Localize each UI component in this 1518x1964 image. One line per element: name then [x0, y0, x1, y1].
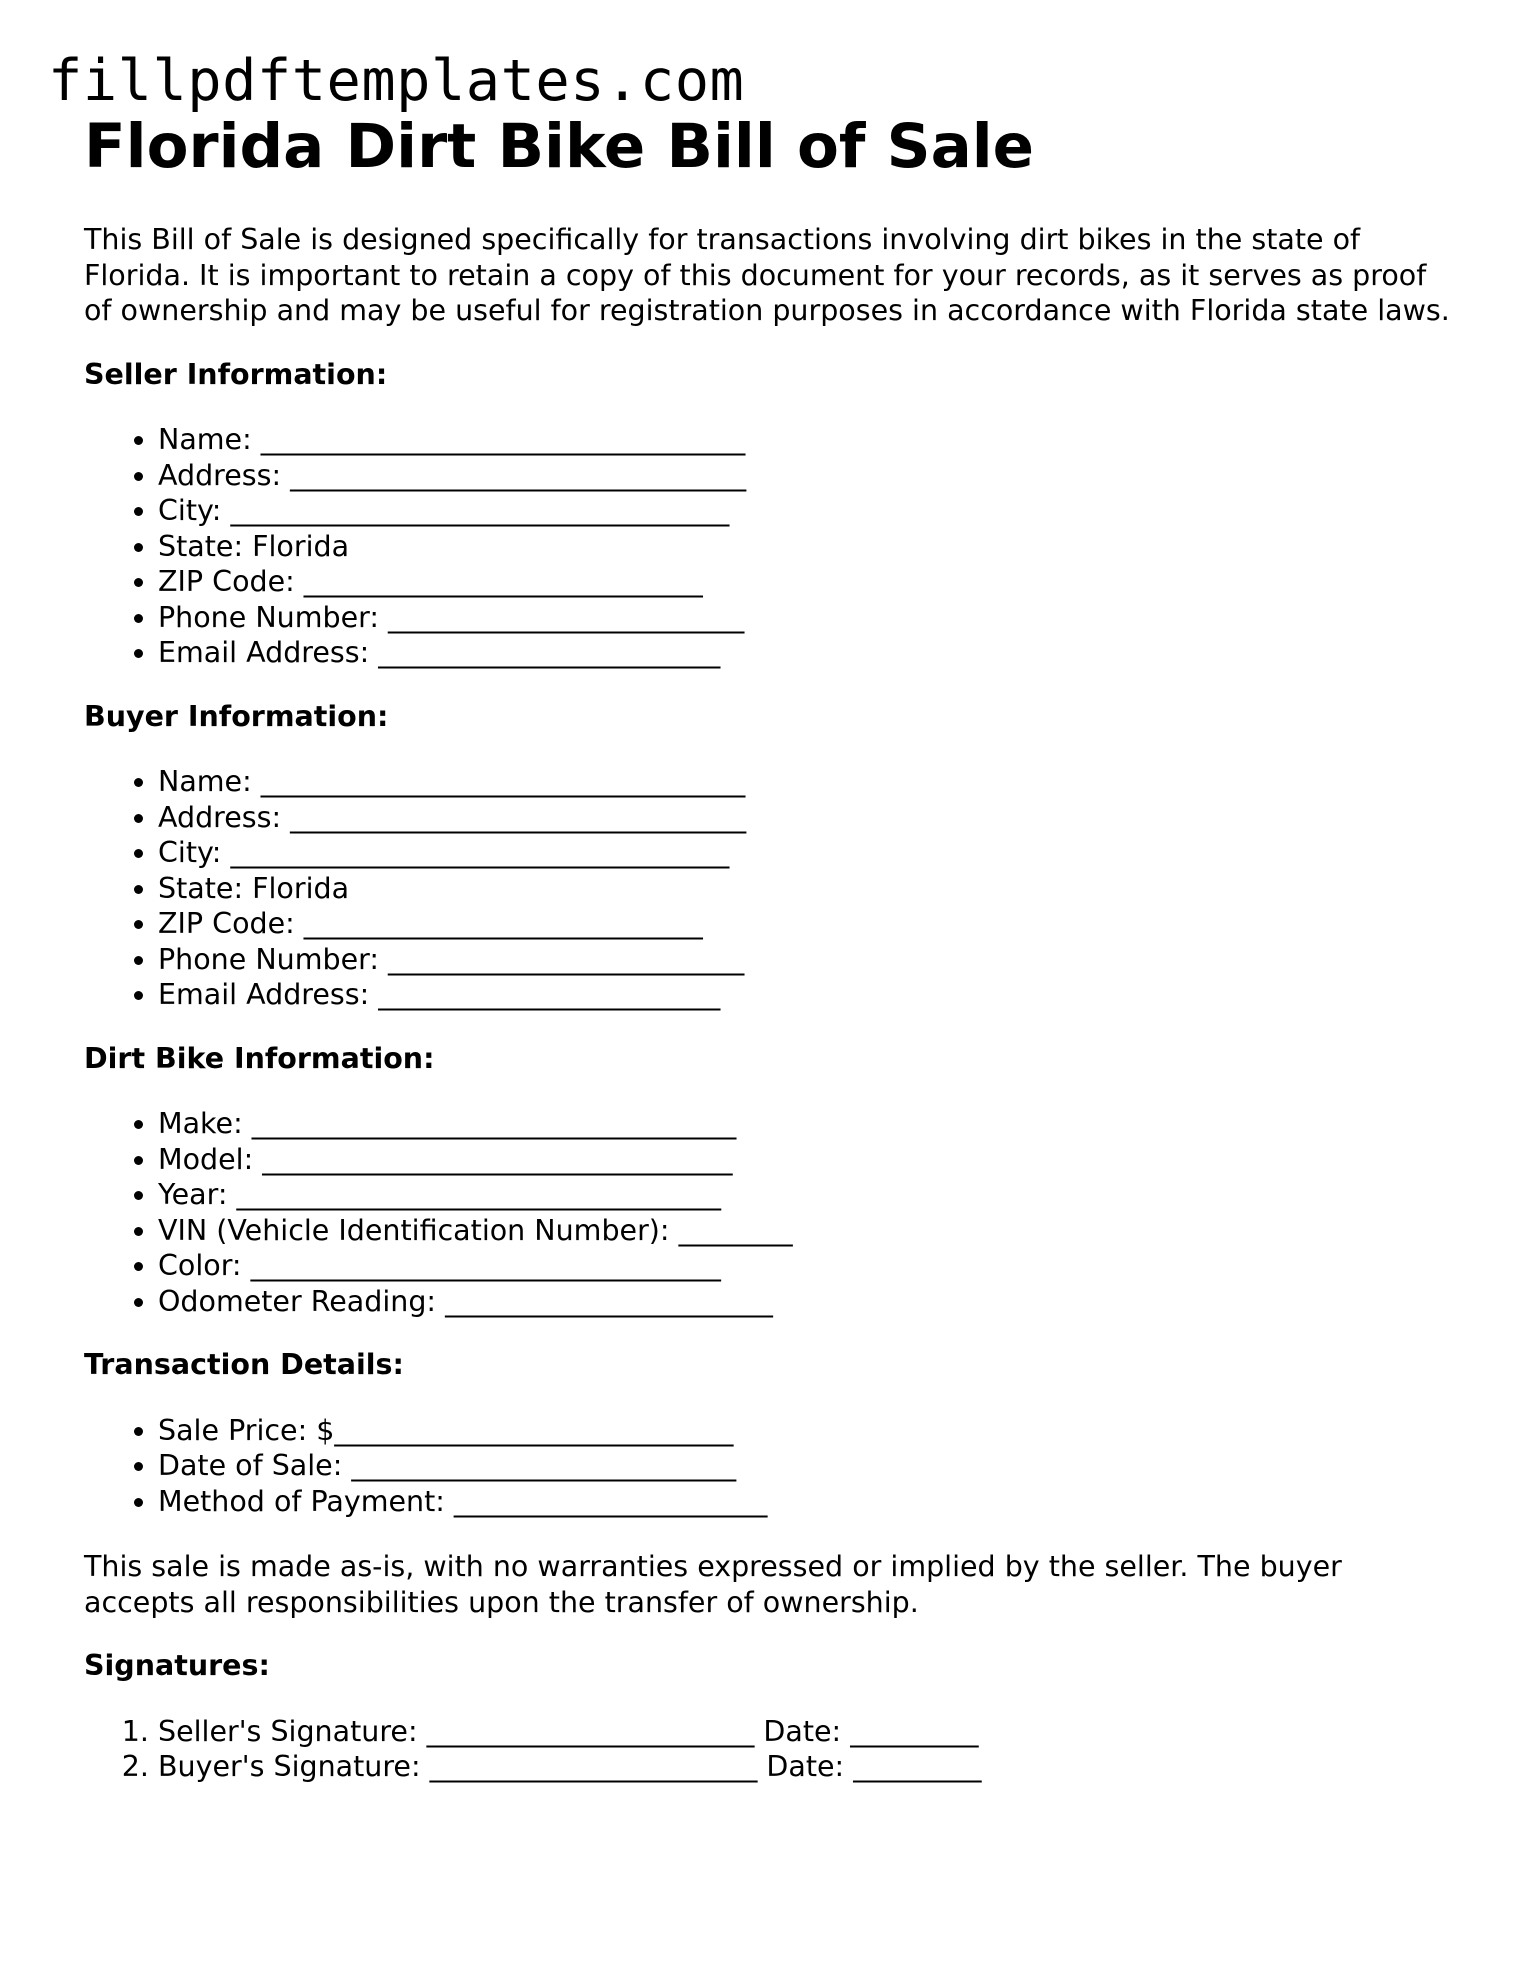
- bike-info-list: [84, 1106, 1454, 1319]
- sale-price-field: • Sale Price: $____________________________: [158, 1413, 1454, 1449]
- seller-phone-field: • Phone Number: _________________________: [158, 600, 1454, 636]
- page-title: Florida Dirt Bike Bill of Sale: [84, 111, 1035, 182]
- seller-email-field: • Email Address: ________________________: [158, 635, 1454, 671]
- transaction-info-list: [84, 1413, 1454, 1520]
- buyer-name-field: • Name: __________________________________: [158, 764, 1454, 800]
- watermark: fillpdftemplates.com: [48, 48, 745, 114]
- buyer-section-heading: Buyer Information:: [84, 699, 389, 733]
- transaction-section-heading: Transaction Details:: [84, 1348, 404, 1381]
- payment-method-field: • Method of Payment: ______________________: [158, 1484, 1454, 1520]
- seller-signature-line: 1. Seller's Signature: _______________________ Date: _________: [158, 1714, 1454, 1750]
- bike-color-field: • Color: _________________________________: [158, 1248, 1454, 1284]
- seller-state-field: • State: Florida: [158, 529, 1454, 565]
- seller-info-list: [84, 422, 1454, 671]
- seller-name-field: • Name: __________________________________: [158, 422, 1454, 458]
- seller-zip-field: • ZIP Code: ____________________________: [158, 564, 1454, 600]
- bike-model-field: • Model: _________________________________: [158, 1142, 1454, 1178]
- seller-section-heading: Seller Information:: [84, 357, 388, 391]
- document: [84, 110, 1454, 1785]
- signatures-list: [84, 1714, 1454, 1785]
- buyer-signature-line: 2. Buyer's Signature: _______________________ Date: _________: [158, 1749, 1454, 1785]
- buyer-email-field: • Email Address: ________________________: [158, 977, 1454, 1013]
- signatures-section-heading: Signatures:: [84, 1649, 270, 1682]
- buyer-zip-field: • ZIP Code: ____________________________: [158, 906, 1454, 942]
- seller-city-field: • City: ___________________________________: [158, 493, 1454, 529]
- sale-date-field: • Date of Sale: ___________________________: [158, 1448, 1454, 1484]
- intro-paragraph: This Bill of Sale is designed specifically for transactions involving dirt bikes in the state of Florida. It is important to retain a copy of this document for your records, as it serves as proof of ownership and may be useful for registration purposes in accordance with Florida state laws.: [84, 223, 1450, 327]
- buyer-info-list: [84, 764, 1454, 1013]
- as-is-paragraph: This sale is made as-is, with no warranties expressed or implied by the seller. The buyer accepts all responsibilities upon the transfer of ownership.: [84, 1550, 1342, 1619]
- bike-odometer-field: • Odometer Reading: _______________________: [158, 1284, 1454, 1320]
- bike-vin-field: • VIN (Vehicle Identification Number): ________: [158, 1213, 1454, 1249]
- buyer-city-field: • City: ___________________________________: [158, 835, 1454, 871]
- seller-address-field: • Address: ________________________________: [158, 458, 1454, 494]
- buyer-state-field: • State: Florida: [158, 871, 1454, 907]
- bike-section-heading: Dirt Bike Information:: [84, 1041, 435, 1075]
- bike-make-field: • Make: __________________________________: [158, 1106, 1454, 1142]
- buyer-address-field: • Address: ________________________________: [158, 800, 1454, 836]
- buyer-phone-field: • Phone Number: _________________________: [158, 942, 1454, 978]
- bike-year-field: • Year: __________________________________: [158, 1177, 1454, 1213]
